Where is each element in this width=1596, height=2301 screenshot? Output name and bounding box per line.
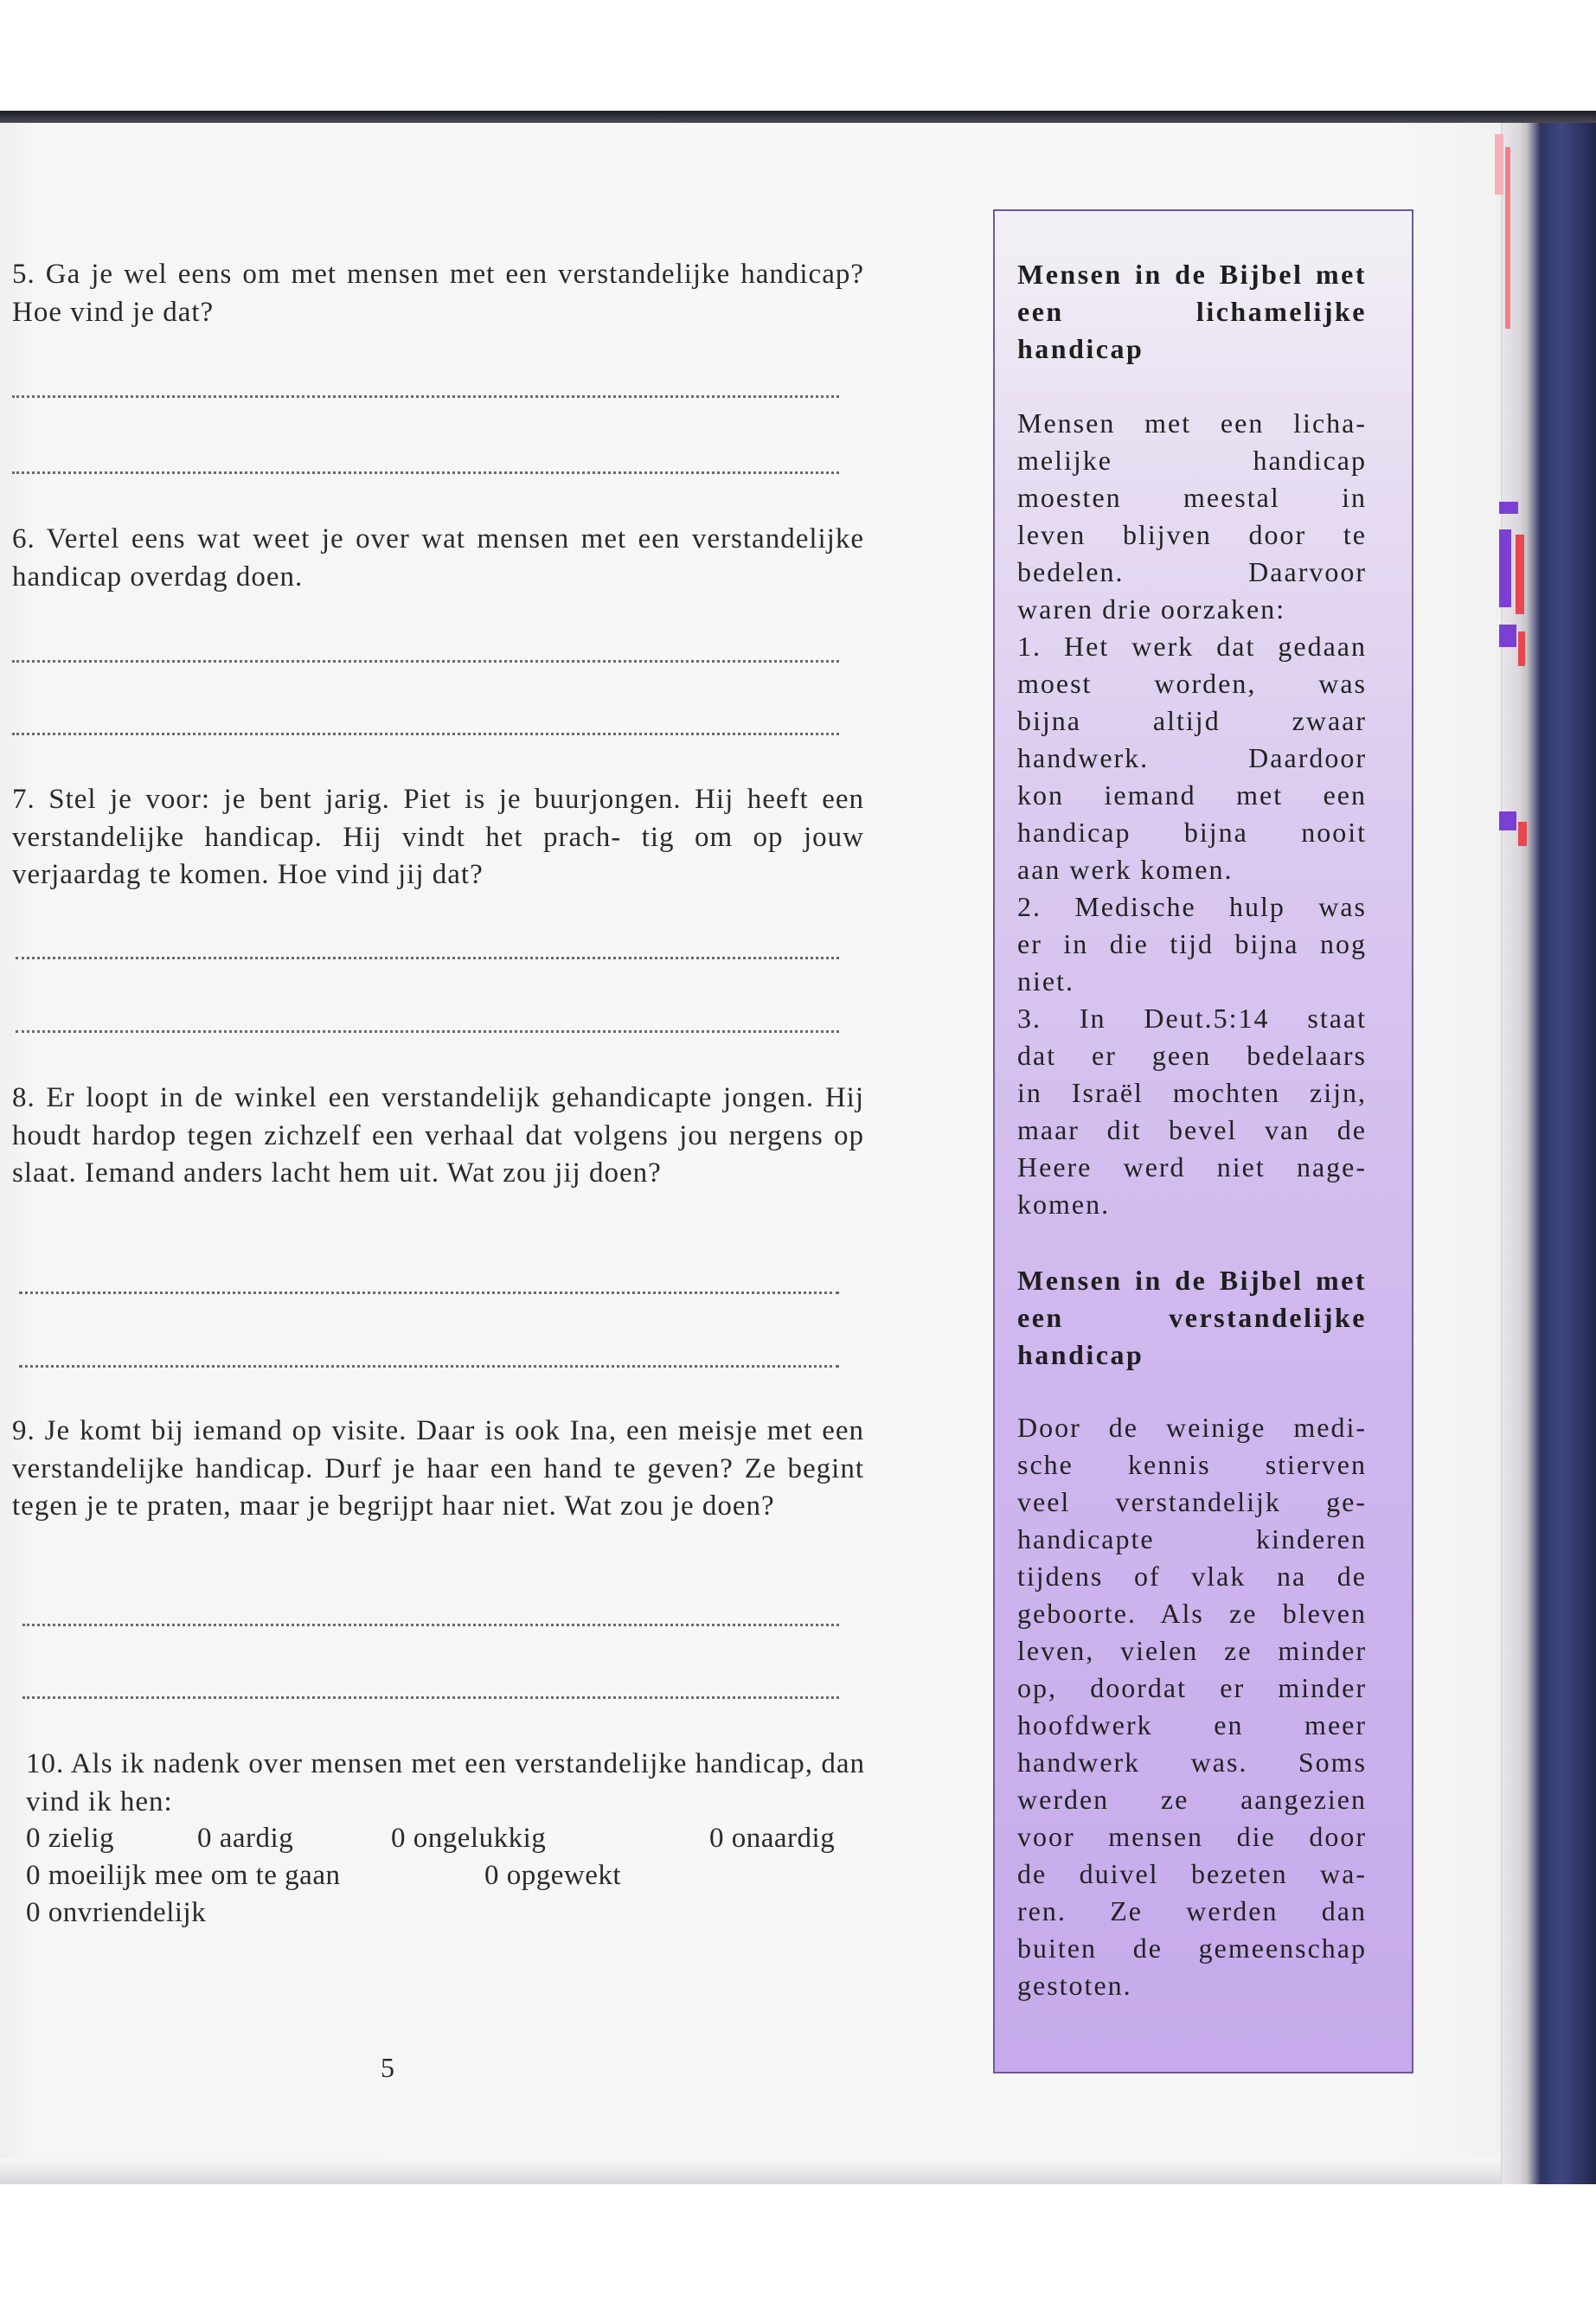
sidebar-text-mental: [1017, 1409, 1367, 2004]
question-5: 5. Ga je wel eens om met mensen met een verstandelijke handicap? Hoe vind je dat?: [12, 259, 864, 328]
answer-line[interactable]: [16, 957, 839, 959]
answer-line[interactable]: [12, 395, 839, 398]
sidebar-line: handicapte kinderen: [1017, 1523, 1367, 1554]
answer-line[interactable]: [16, 1030, 839, 1033]
sidebar-line: kon iemand met een: [1017, 779, 1367, 811]
option-moeilijk[interactable]: 0 moeilijk mee om te gaan: [26, 1860, 341, 1891]
sidebar-line: 2. Medische hulp was: [1017, 891, 1367, 922]
answer-line[interactable]: [19, 1292, 839, 1294]
option-onaardig[interactable]: 0 onaardig: [709, 1823, 836, 1854]
sidebar-heading-mental: Mensen in de Bijbel met een verstandelijke handicap: [1017, 1265, 1367, 1370]
edge-tab-marker: [1495, 134, 1503, 195]
sidebar-line: ren. Ze werden dan: [1017, 1895, 1367, 1926]
sidebar-line: handwerk was. Soms: [1017, 1747, 1367, 1778]
sidebar-line: handicap bijna nooit: [1017, 817, 1367, 848]
sidebar-line: voor mensen die door: [1017, 1821, 1367, 1852]
answer-line[interactable]: [19, 1365, 839, 1368]
answer-line[interactable]: [22, 1624, 839, 1626]
edge-tab-marker: [1499, 502, 1518, 514]
edge-tab-marker: [1499, 529, 1511, 607]
sidebar-line: sche kennis stierven: [1017, 1449, 1367, 1480]
page-number: 5: [381, 2052, 394, 2083]
sidebar-line: melijke handicap: [1017, 445, 1367, 476]
sidebar-line: de duivel bezeten wa-: [1017, 1858, 1367, 1889]
edge-tab-marker: [1505, 147, 1510, 329]
sidebar-line: aan werk komen.: [1017, 854, 1234, 885]
sidebar-line: op, doordat er minder: [1017, 1672, 1367, 1703]
question-9: 9. Je komt bij iemand op visite. Daar is ook Ina, een meisje met een verstandelijke handicap. Durf je haar een hand te geven? Ze begint tegen je te praten, maar je begrijpt haar niet. Wat zou je doen?: [12, 1415, 864, 1522]
option-ongelukkig[interactable]: 0 ongelukkig: [391, 1823, 547, 1854]
option-aardig[interactable]: 0 aardig: [197, 1823, 294, 1854]
sidebar-line: waren drie oorzaken:: [1017, 593, 1286, 625]
edge-tab-marker: [1518, 822, 1527, 846]
sidebar-line: moesten meestal in: [1017, 482, 1367, 513]
edge-tab-marker: [1518, 631, 1525, 666]
sidebar-line: er in die tijd bijna nog: [1017, 928, 1367, 959]
sidebar-line: leven, vielen ze minder: [1017, 1635, 1367, 1666]
answer-line[interactable]: [12, 471, 839, 474]
sidebar-line: hoofdwerk en meer: [1017, 1709, 1367, 1740]
sidebar-line: niet.: [1017, 965, 1074, 997]
sidebar-line: handwerk. Daardoor: [1017, 742, 1367, 773]
sidebar-line: komen.: [1017, 1189, 1111, 1220]
question-6: 6. Vertel eens wat weet je over wat mensen met een verstandelijke handicap overdag doen.: [12, 523, 864, 593]
option-zielig[interactable]: 0 zielig: [26, 1823, 115, 1854]
sidebar-line: dat er geen bedelaars: [1017, 1040, 1367, 1071]
question-8: 8. Er loopt in de winkel een verstandelijk gehandicapte jongen. Hij houdt hardop tegen zichzelf een verhaal dat volgens jou nergens op slaat. Iemand anders lacht hem uit. Wat zou jij doen?: [12, 1082, 864, 1189]
question-10: 10. Als ik nadenk over mensen met een verstandelijke handicap, dan vind ik hen:: [26, 1748, 865, 1817]
q10-options-row: [26, 1894, 865, 1932]
sidebar-line: Door de weinige medi-: [1017, 1412, 1367, 1443]
sidebar-line: leven blijven door te: [1017, 519, 1367, 550]
info-sidebar: [993, 209, 1413, 2073]
sidebar-line: maar dit bevel van de: [1017, 1114, 1367, 1145]
sidebar-line: buiten de gemeenschap: [1017, 1932, 1367, 1964]
sidebar-line: in Israël mochten zijn,: [1017, 1077, 1367, 1108]
sidebar-line: tijdens of vlak na de: [1017, 1561, 1367, 1592]
sidebar-line: gestoten.: [1017, 1970, 1132, 2001]
edge-tab-marker: [1499, 811, 1516, 830]
q10-options-row: [26, 1820, 865, 1857]
sidebar-line: moest worden, was: [1017, 668, 1367, 699]
question-7: 7. Stel je voor: je bent jarig. Piet is je buurjongen. Hij heeft een verstandelijke handicap. Hij vindt het prach- tig om op jouw verjaardag te komen. Hoe vind jij dat?: [12, 784, 864, 890]
edge-tab-marker: [1516, 535, 1524, 614]
page-edge-strip: [1503, 123, 1522, 2184]
answer-line[interactable]: [22, 1696, 839, 1699]
option-onvriendelijk[interactable]: 0 onvriendelijk: [26, 1897, 207, 1928]
sidebar-line: werden ze aangezien: [1017, 1784, 1367, 1815]
sidebar-heading-physical: Mensen in de Bijbel met een lichamelijke handicap: [1017, 259, 1367, 364]
sidebar-line: veel verstandelijk ge-: [1017, 1486, 1367, 1517]
sidebar-line: Mensen met een licha-: [1017, 407, 1367, 439]
answer-line[interactable]: [12, 660, 839, 663]
sidebar-line: geboorte. Als ze bleven: [1017, 1598, 1367, 1629]
sidebar-line: bijna altijd zwaar: [1017, 705, 1367, 736]
q10-options-row: [26, 1857, 865, 1894]
option-opgewekt[interactable]: 0 opgewekt: [484, 1860, 622, 1891]
sidebar-line: Heere werd niet nage-: [1017, 1151, 1367, 1183]
sidebar-text-physical: [1017, 405, 1367, 1223]
edge-tab-marker: [1499, 625, 1516, 647]
sidebar-line: 3. In Deut.5:14 staat: [1017, 1003, 1367, 1034]
sidebar-line: 1. Het werk dat gedaan: [1017, 631, 1367, 662]
answer-line[interactable]: [12, 733, 839, 735]
sidebar-line: bedelen. Daarvoor: [1017, 556, 1367, 587]
